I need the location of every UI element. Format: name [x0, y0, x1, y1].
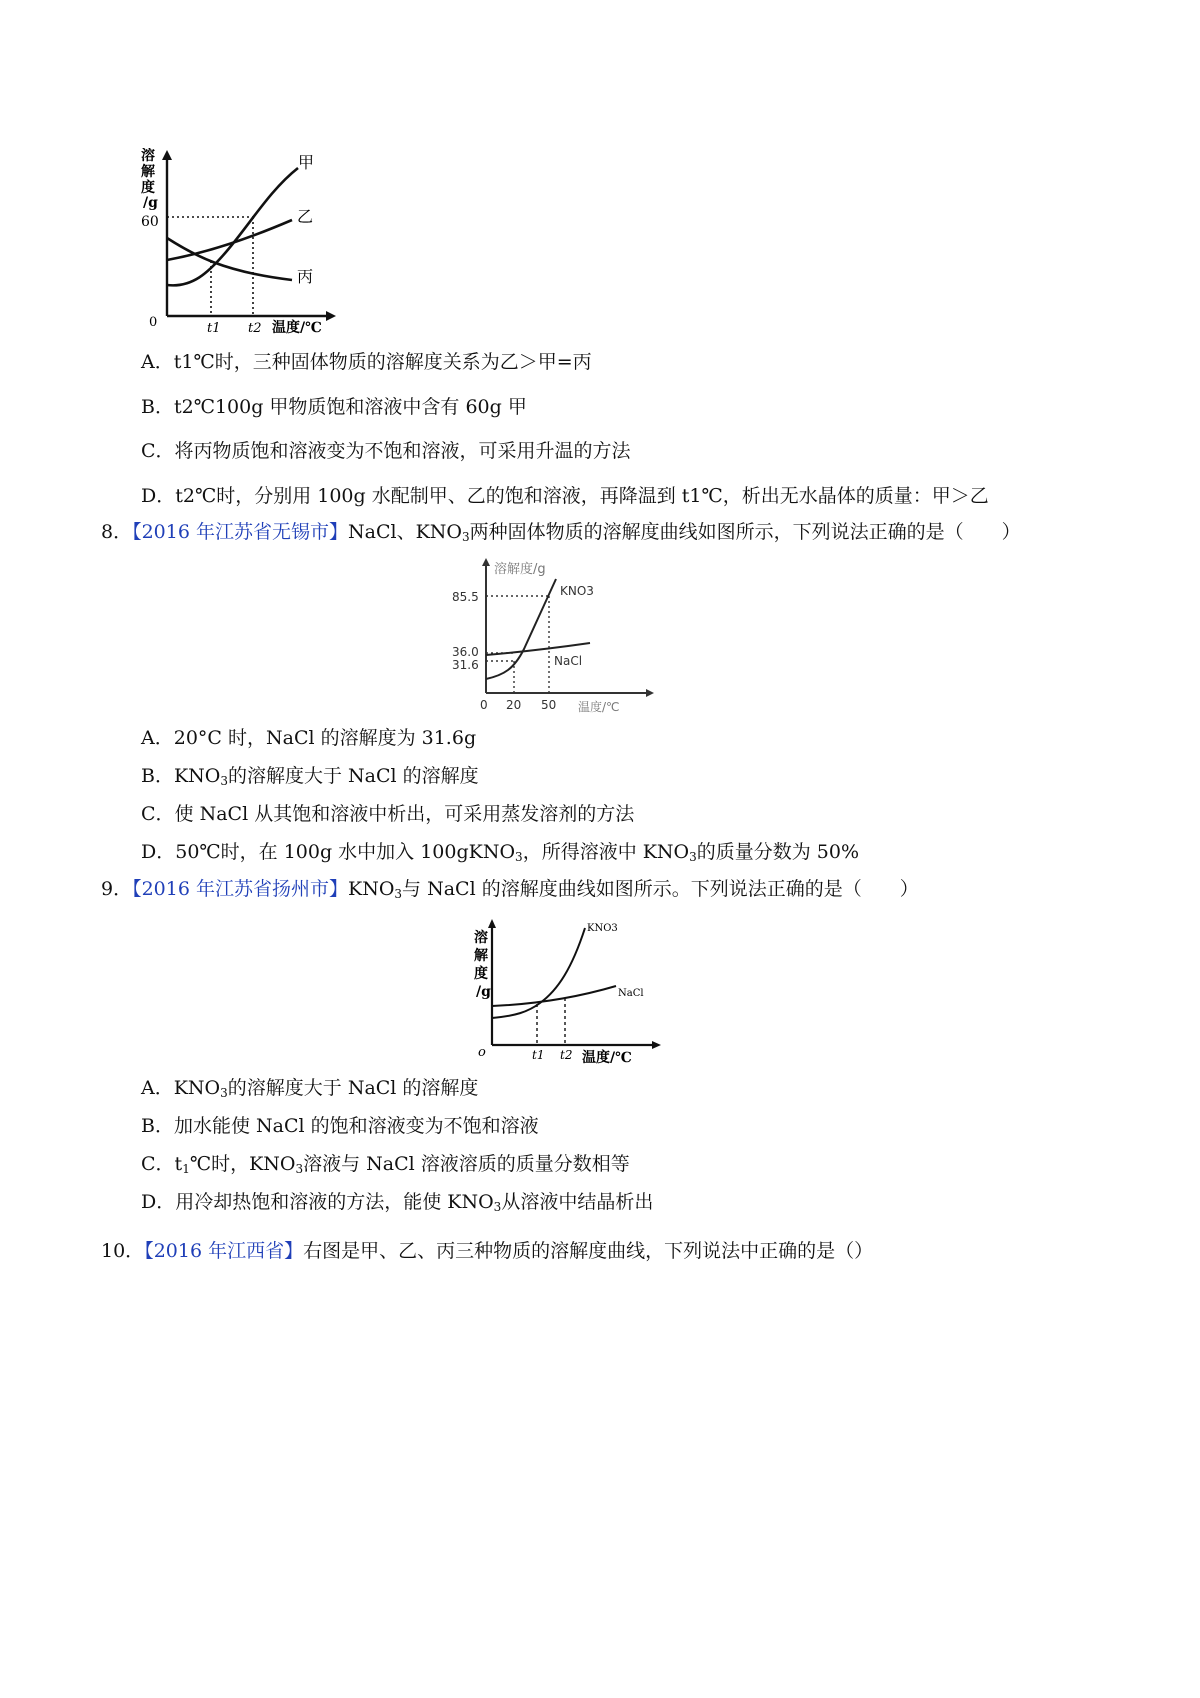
option-letter: A． — [141, 727, 174, 749]
q7-solubility-chart — [140, 148, 360, 340]
q7-x-axis-label: 温度/℃ — [272, 320, 322, 336]
question-number: 8． — [101, 521, 133, 543]
option-text: 50℃时，在 100g 水中加入 100gKNO — [175, 841, 516, 863]
q9-option-c — [141, 1151, 630, 1177]
q9-x-axis-arrow — [652, 1041, 661, 1049]
q8-x-axis-label: 温度/℃ — [578, 700, 620, 714]
q8-y-tick-85: 85.5 — [452, 590, 479, 604]
q10-stem — [101, 1238, 873, 1264]
subscript: 3 — [689, 850, 697, 864]
option-text: t2℃时，分别用 100g 水配制甲、乙的饱和溶液，再降温到 t1℃，析出无水晶体的质量：甲＞乙 — [175, 485, 989, 507]
q7-origin-label: 0 — [149, 315, 158, 330]
option-text: 用冷却热饱和溶液的方法，能使 KNO — [175, 1191, 494, 1213]
svg-text:解: 解 — [141, 164, 155, 180]
q7-y-axis-label — [141, 148, 158, 211]
q8-option-c — [141, 801, 634, 827]
svg-text:度: 度 — [474, 966, 488, 982]
option-text: 的溶解度大于 NaCl 的溶解度 — [227, 1077, 479, 1099]
q9-x-tick-t2: t2 — [560, 1048, 573, 1062]
question-source: 【2016 年江苏省无锡市】 — [132, 521, 348, 543]
q9-x-axis-label: 温度/℃ — [582, 1050, 632, 1066]
q9-y-axis-arrow — [488, 919, 496, 928]
subscript: 3 — [220, 774, 229, 788]
option-text: 将丙物质饱和溶液变为不饱和溶液，可采用升温的方法 — [174, 440, 631, 462]
option-text: 加水能使 NaCl 的饱和溶液变为不饱和溶液 — [173, 1115, 539, 1137]
q9-label-nacl: NaCl — [618, 988, 644, 999]
question-source: 【2016 年江苏省扬州市】 — [132, 878, 348, 900]
svg-text:/g: /g — [143, 195, 158, 211]
subscript: 3 — [394, 887, 403, 901]
option-text: 20°C 时，NaCl 的溶解度为 31.6g — [173, 727, 477, 749]
subscript: 3 — [461, 530, 470, 544]
option-letter: C． — [141, 1153, 175, 1175]
svg-text:溶: 溶 — [474, 930, 488, 946]
question-number: 10． — [101, 1240, 145, 1262]
option-letter: A． — [141, 1077, 174, 1099]
subscript: 1 — [182, 1162, 190, 1176]
q7-option-a — [141, 349, 592, 375]
q7-option-c — [141, 438, 631, 464]
q7-option-b — [141, 394, 527, 420]
stem-text: 两种固体物质的溶解度曲线如图所示，下列说法正确的是（ ） — [469, 521, 1021, 543]
q8-y-axis-label: 溶解度/g — [494, 562, 546, 577]
stem-text: 与 NaCl 的溶解度曲线如图所示。下列说法正确的是（ ） — [402, 878, 919, 900]
q7-x-axis-arrow — [326, 311, 336, 321]
stem-text: KNO — [348, 878, 395, 900]
q7-label-jia: 甲 — [298, 153, 315, 172]
question-number: 9． — [101, 878, 133, 900]
option-letter: B． — [141, 765, 174, 787]
option-text: 从溶液中结晶析出 — [501, 1191, 654, 1213]
option-letter: C． — [141, 803, 175, 825]
option-letter: B． — [141, 1115, 174, 1137]
svg-text:/g: /g — [476, 984, 491, 1000]
q7-label-bing: 丙 — [297, 267, 314, 286]
q9-option-b — [141, 1113, 539, 1139]
option-text: t2℃100g 甲物质饱和溶液中含有 60g 甲 — [173, 396, 527, 418]
svg-text:溶: 溶 — [141, 148, 155, 164]
option-letter: D． — [141, 485, 176, 507]
option-text: 的溶解度大于 NaCl 的溶解度 — [228, 765, 479, 787]
svg-text:解: 解 — [474, 948, 488, 964]
option-letter: A． — [141, 351, 174, 373]
option-text: ℃时，KNO — [189, 1153, 296, 1175]
q8-y-tick-31: 31.6 — [452, 658, 479, 672]
q7-option-d — [141, 483, 989, 509]
subscript: 3 — [220, 1086, 228, 1100]
q8-x-tick-20: 20 — [506, 698, 522, 712]
q8-x-tick-50: 50 — [541, 698, 557, 712]
option-letter: B． — [141, 396, 174, 418]
q7-y-axis-arrow — [162, 150, 172, 160]
option-letter: D． — [141, 1191, 176, 1213]
q9-label-kno3: KNO3 — [587, 923, 618, 934]
option-text: 的质量分数为 50% — [696, 841, 860, 863]
option-text: ，所得溶液中 KNO — [522, 841, 690, 863]
q7-label-yi: 乙 — [297, 207, 314, 226]
q9-solubility-chart — [470, 918, 680, 1070]
q8-y-axis-arrow — [482, 558, 490, 566]
option-letter: C． — [141, 440, 175, 462]
q7-curve-yi — [167, 220, 292, 260]
option-text: KNO — [173, 1077, 221, 1099]
q8-x-axis-arrow — [646, 689, 654, 697]
q8-solubility-chart — [452, 557, 662, 717]
option-text: t — [174, 1153, 183, 1175]
svg-text:度: 度 — [141, 180, 155, 196]
stem-text: 右图是甲、乙、丙三种物质的溶解度曲线，下列说法中正确的是（） — [303, 1240, 874, 1262]
q8-label-kno3: KNO3 — [560, 584, 594, 598]
subscript: 3 — [493, 1200, 502, 1214]
q8-option-d — [141, 839, 859, 865]
q7-x-tick-t1: t1 — [207, 321, 221, 336]
option-text: 溶液与 NaCl 溶液溶质的质量分数相等 — [303, 1153, 630, 1175]
q9-option-d — [141, 1189, 653, 1215]
q8-curve-kno3 — [486, 579, 556, 679]
q7-x-tick-t2: t2 — [248, 321, 262, 336]
option-letter: D． — [141, 841, 176, 863]
option-text: 使 NaCl 从其饱和溶液中析出，可采用蒸发溶剂的方法 — [174, 803, 635, 825]
subscript: 3 — [515, 850, 523, 864]
q8-label-nacl: NaCl — [554, 654, 583, 668]
q8-option-a — [141, 725, 476, 751]
q9-option-a — [141, 1075, 478, 1101]
q8-stem — [101, 519, 1021, 545]
question-source: 【2016 年江西省】 — [144, 1240, 304, 1262]
q8-option-b — [141, 763, 479, 789]
q8-y-tick-36: 36.0 — [452, 645, 479, 659]
q9-x-tick-t1: t1 — [532, 1048, 545, 1062]
q7-y-tick-60: 60 — [141, 214, 159, 230]
q9-origin-label: o — [478, 1045, 486, 1060]
option-text: t1℃时，三种固体物质的溶解度关系为乙＞甲=丙 — [173, 351, 592, 373]
q9-y-axis-label — [474, 929, 491, 1000]
option-text: KNO — [173, 765, 221, 787]
q9-stem — [101, 876, 919, 902]
stem-text: NaCl、KNO — [348, 521, 462, 543]
q8-x-tick-0: 0 — [480, 698, 488, 712]
subscript: 3 — [295, 1162, 304, 1176]
